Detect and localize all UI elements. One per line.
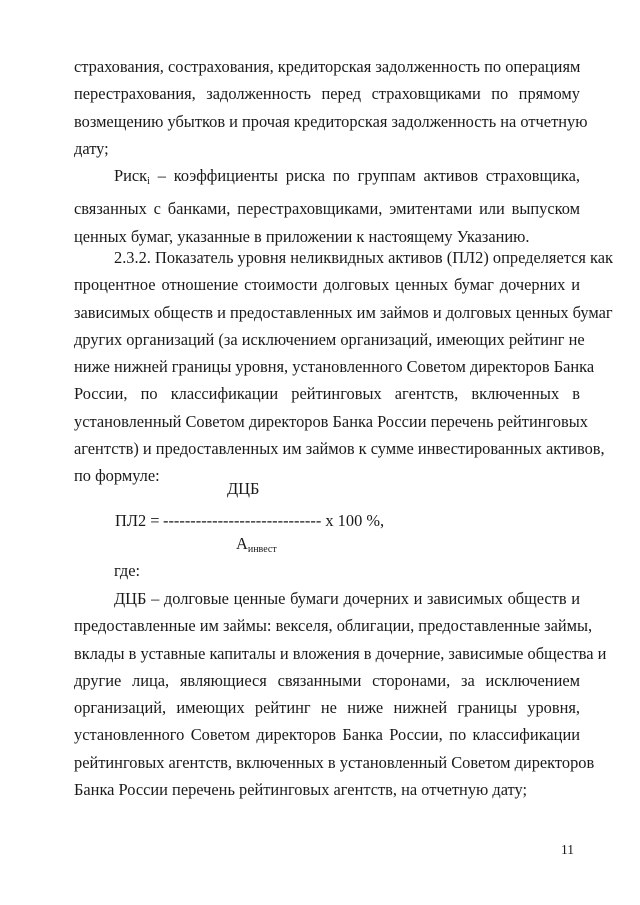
text-line: организаций, имеющих рейтинг не ниже нижней границы уровня,: [74, 698, 580, 718]
text-line: [74, 162, 580, 195]
risk-term: Риск: [114, 166, 148, 185]
risk-subscript: i: [147, 176, 150, 187]
where-label: где:: [114, 561, 141, 580]
formula-fraction-line: ----------------------------- x 100 %,: [163, 511, 385, 530]
text-line: ниже нижней границы уровня, установленного Советом директоров Банка: [74, 357, 595, 377]
continuation-paragraph: [74, 53, 588, 162]
page-number: 11: [561, 842, 574, 857]
text-line: установленного Советом директоров Банка России, по классификации: [74, 725, 580, 745]
text-line: предоставленные им займы: векселя, облигации, предоставленные займы,: [74, 616, 593, 636]
risk-definition-paragraph: [74, 162, 580, 250]
formula-denominator-sub: инвест: [247, 544, 277, 555]
section-2-3-2-paragraph: [74, 244, 613, 490]
text-line: процентное отношение стоимости долговых ценных бумаг дочерних и: [74, 275, 580, 295]
risk-definition-text: – коэффициенты риска по группам активов страховщика,: [149, 166, 580, 185]
text-line: другие лица, являющиеся связанными сторонами, за исключением: [74, 670, 580, 690]
text-line: агентств) и предоставленных им займов к сумме инвестированных активов,: [74, 439, 605, 459]
formula-lhs: ПЛ2 =: [115, 511, 160, 530]
formula-denominator-base: А: [236, 534, 248, 553]
text-line: связанных с банками, перестраховщиками, эмитентами или выпуском: [74, 199, 580, 219]
text-line: России, по классификации рейтинговых агентств, включенных в: [74, 384, 580, 404]
text-line: других организаций (за исключением организаций, имеющих рейтинг не: [74, 329, 585, 349]
text-line: рейтинговых агентств, включенных в установленный Советом директоров: [74, 752, 595, 772]
formula-numerator: ДЦБ: [227, 479, 260, 498]
text-line: установленный Советом директоров Банка России перечень рейтинговых: [74, 411, 588, 431]
text-line: по формуле:: [74, 466, 160, 486]
dcb-definition-paragraph: [74, 585, 607, 803]
text-line: ценных бумаг, указанные в приложении к настоящему Указанию.: [74, 226, 530, 246]
formula-denominator: [236, 534, 277, 555]
text-line: 2.3.2. Показатель уровня неликвидных активов (ПЛ2) определяется как: [114, 248, 613, 267]
text-line: вклады в уставные капиталы и вложения в дочерние, зависимые общества и: [74, 643, 607, 663]
text-line: зависимых обществ и предоставленных им займов и долговых ценных бумаг: [74, 302, 613, 322]
text-line: ДЦБ – долговые ценные бумаги дочерних и зависимых обществ и: [114, 589, 580, 608]
text-line: перестрахования, задолженность перед страховщиками по прямому: [74, 84, 580, 104]
text-line: дату;: [74, 138, 109, 158]
text-line: Банка России перечень рейтинговых агентств, на отчетную дату;: [74, 780, 528, 800]
text-line: возмещению убытков и прочая кредиторская задолженность на отчетную: [74, 111, 588, 131]
text-line: страхования, сострахования, кредиторская задолженность по операциям: [74, 57, 581, 76]
